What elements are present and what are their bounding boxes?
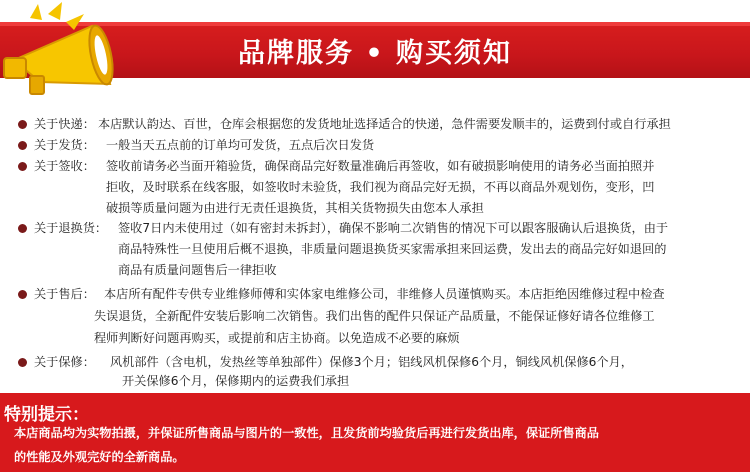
item-text: 签收前请务必当面开箱验货，确保商品完好数量准确后再签收，如有破损影响使用的请务必当面拍照并	[106, 159, 655, 173]
item-label: 关于发货：	[34, 138, 95, 152]
item-text: 风机部件（含电机，发热丝等单独部件）保修3个月；铝线风机保修6个月，铜线风机保修6个月，	[110, 355, 633, 369]
bullet-icon	[18, 120, 27, 129]
item-text: 破损等质量问题为由进行无责任退换货，其相关货物损失由您本人承担	[106, 201, 484, 215]
item-text: 签收7日内未使用过（如有密封未拆封），确保不影响二次销售的情况下可以跟客服确认后退换货，由于	[118, 221, 669, 235]
item-label: 关于签收：	[34, 159, 95, 173]
page-title: 品牌服务 • 购买须知	[237, 37, 513, 69]
item-text: 拒收，及时联系在线客服，如签收时未验货，我们视为商品完好无损，不再以商品外观划伤，变形，凹	[106, 180, 655, 194]
item-text: 程师判断好问题再购买，或提前和店主协商。以免造成不必要的麻烦	[94, 331, 460, 345]
item-text: 失误退货，全新配件安装后影响二次销售。我们出售的配件只保证产品质量，不能保证修好请各位维修工	[94, 309, 655, 323]
bullet-icon	[18, 224, 27, 233]
bullet-icon	[18, 358, 27, 367]
special-notice-title: 特别提示：	[4, 405, 89, 425]
item-text: 商品有质量问题售后一律拒收	[118, 263, 277, 277]
special-notice-text: 的性能及外观完好的全新商品。	[14, 450, 185, 464]
item-text: 本店默认韵达、百世，仓库会根据您的发货地址选择适合的快递，急件需要发顺丰的，运费到付或自行承担	[98, 117, 671, 131]
bullet-icon	[18, 162, 27, 171]
item-label: 关于售后：	[34, 287, 95, 301]
item-label: 关于保修：	[34, 355, 95, 369]
item-text: 本店所有配件专供专业维修师傅和实体家电维修公司，非维修人员谨慎购买。本店拒绝因维修过程中检查	[104, 287, 665, 301]
bullet-icon	[18, 141, 27, 150]
banner	[0, 0, 750, 98]
item-text: 商品特殊性一旦使用后概不退换，非质量问题退换货买家需承担来回运费，发出去的商品完好如退回的	[118, 242, 667, 256]
item-text: 开关保修6个月，保修期内的运费我们承担	[122, 374, 350, 388]
bullet-icon	[18, 290, 27, 299]
special-notice-text: 本店商品均为实物拍摄，并保证所售商品与图片的一致性，且发货前均验货后再进行发货出库，保证所售商品	[14, 426, 599, 440]
item-label: 关于退换货：	[34, 221, 108, 235]
item-text: 一般当天五点前的订单均可发货，五点后次日发货	[106, 138, 375, 152]
item-label: 关于快递：	[34, 117, 95, 131]
